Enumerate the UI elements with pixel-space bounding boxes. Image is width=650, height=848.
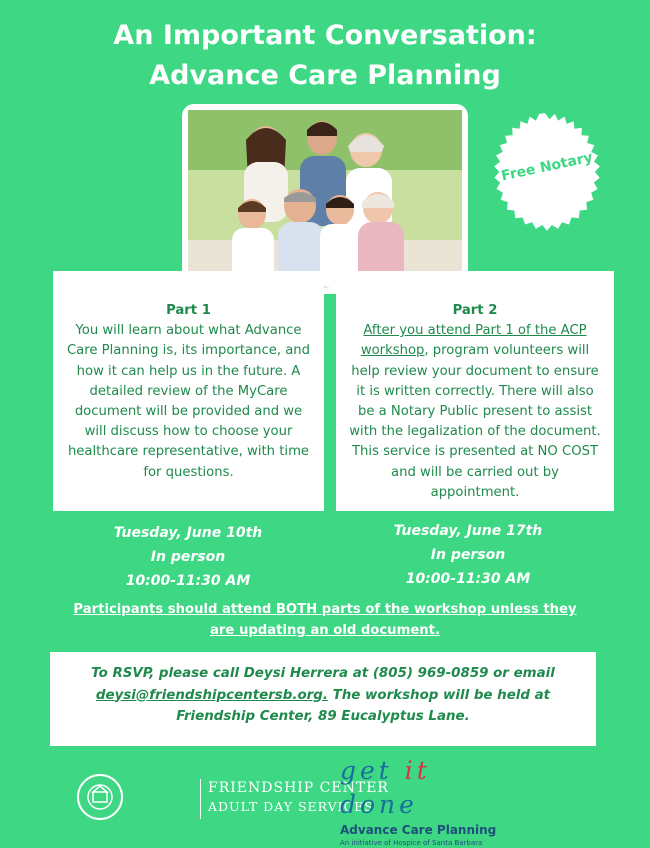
session-2-time: 10:00-11:30 AM [405, 571, 531, 587]
rsvp-text-after: The workshop will be held at Friendship Center, 89 Eucalyptus Lane. [176, 687, 551, 724]
session-2-details [368, 519, 568, 591]
session-2-mode: In person [430, 547, 506, 563]
fc-line-1: FRIENDSHIP CENTER [208, 780, 389, 796]
session-1-time: 10:00-11:30 AM [125, 573, 251, 589]
rsvp-box [50, 652, 596, 746]
gid-subtitle: An initiative of Hospice of Santa Barbara [340, 839, 483, 847]
attendance-note: Participants should attend BOTH parts of the workshop unless they are updating an old document. [73, 602, 577, 638]
part-1-heading: Part 1 [166, 303, 211, 318]
free-notary-label: Free Notary [499, 149, 595, 185]
session-1-mode: In person [150, 549, 226, 565]
fc-line-2: ADULT DAY SERVICES [208, 799, 374, 814]
logo-divider [200, 779, 201, 819]
gid-script [340, 754, 510, 822]
part-2-heading: Part 2 [452, 303, 498, 318]
rsvp-text-before: To RSVP, please call Deysi Herrera at (805) 969-0859 or email [91, 666, 555, 681]
free-notary-badge [488, 113, 606, 231]
get-it-done-logo [340, 754, 510, 847]
gid-script-b: done [340, 790, 418, 819]
page-title [0, 16, 650, 96]
gid-title: Advance Care Planning [340, 823, 497, 837]
family-photo-image [188, 110, 462, 288]
part-1-body: You will learn about what Advance Care Planning is, its importance, and how it can help us in the future. A detailed review of the MyCare document will be provided and we will discuss how to choose your healthcare representative, with time for questions. [66, 323, 311, 480]
part-1-panel [53, 271, 324, 511]
session-1-date: Tuesday, June 10th [113, 525, 263, 541]
part-2-body: , program volunteers will help review your document to ensure it is written correctly. There will also be a Notary Public present to assist with the legalization of the document. This service is presented at NO COST and will be carried out by appointment. [349, 343, 601, 500]
title-line-2: Advance Care Planning [149, 60, 501, 91]
part-2-panel [336, 271, 614, 511]
session-2-date: Tuesday, June 17th [393, 523, 543, 539]
friendship-center-seal-icon [76, 773, 124, 821]
family-photo [182, 104, 468, 294]
title-line-1: An Important Conversation: [113, 20, 537, 51]
part-2-link[interactable]: After you attend Part 1 of the ACP workshop [360, 323, 587, 359]
gid-script-a: get [340, 756, 405, 785]
session-1-details [88, 521, 288, 593]
rsvp-email-link[interactable]: deysi@friendshipcentersb.org. [95, 687, 328, 703]
gid-script-check: it [404, 756, 431, 785]
